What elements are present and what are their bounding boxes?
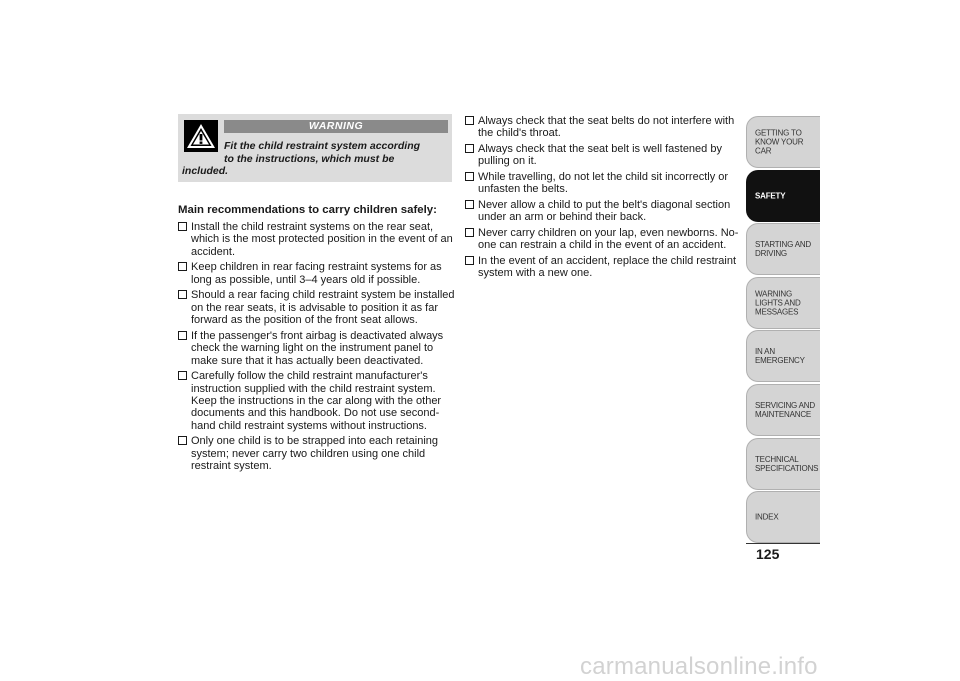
checkbox-bullet-icon xyxy=(178,331,187,340)
checkbox-bullet-icon xyxy=(465,256,474,265)
warning-header: WARNING xyxy=(224,120,448,133)
tab-warning-lights-and-messages[interactable]: WARNING LIGHTS AND MESSAGES xyxy=(746,277,820,329)
checkbox-bullet-icon xyxy=(465,144,474,153)
tab-safety[interactable]: SAFETY xyxy=(746,170,820,222)
warning-line-2: to the instructions, which must be xyxy=(224,152,395,165)
checkbox-bullet-icon xyxy=(465,172,474,181)
checkbox-bullet-icon xyxy=(178,371,187,380)
checkbox-bullet-icon xyxy=(178,222,187,231)
warning-text xyxy=(182,140,444,178)
tab-in-an-emergency[interactable]: IN AN EMERGENCY xyxy=(746,330,820,382)
tab-technical-specifications[interactable]: TECHNICAL SPECIFICATIONS xyxy=(746,438,820,490)
list-item: If the passenger's front airbag is deactivated always check the warning light on the instrument panel to make sure that it has actually been deactivated. xyxy=(178,330,456,367)
tab-getting-to-know-your-car[interactable]: GETTING TO KNOW YOUR CAR xyxy=(746,116,820,168)
tab-index[interactable]: INDEX xyxy=(746,491,820,543)
list-item: Never allow a child to put the belt's diagonal section under an arm or behind their back. xyxy=(465,199,743,224)
checkbox-bullet-icon xyxy=(178,290,187,299)
checkbox-bullet-icon xyxy=(178,262,187,271)
checkbox-bullet-icon xyxy=(465,200,474,209)
warning-line-3: included. xyxy=(182,165,229,178)
watermark-text: carmanualsonline.info xyxy=(580,653,818,680)
list-item: In the event of an accident, replace the child restraint system with a new one. xyxy=(465,255,743,280)
list-item: While travelling, do not let the child sit incorrectly or unfasten the belts. xyxy=(465,171,743,196)
list-item: Carefully follow the child restraint manufacturer's instruction supplied with the child restraint system. Keep the instructions in the car along with the other documents and this handbook. Do not use second-hand child restraint systems without instructions. xyxy=(178,370,456,432)
left-column xyxy=(178,204,456,476)
tab-servicing-and-maintenance[interactable]: SERVICING AND MAINTENANCE xyxy=(746,384,820,436)
list-item: Install the child restraint systems on the rear seat, which is the most protected position in the event of an accident. xyxy=(178,221,456,258)
warning-line-1: Fit the child restraint system according xyxy=(224,140,421,152)
right-column xyxy=(465,115,743,283)
warning-box xyxy=(178,114,452,182)
page-divider xyxy=(746,543,820,544)
section-tabs xyxy=(746,116,820,545)
list-item: Only one child is to be strapped into each retaining system; never carry two children using one child restraint system. xyxy=(178,435,456,472)
list-item: Keep children in rear facing restraint systems for as long as possible, until 3–4 years old if possible. xyxy=(178,261,456,286)
section-heading: Main recommendations to carry children safely: xyxy=(178,204,437,216)
checkbox-bullet-icon xyxy=(465,228,474,237)
list-item: Should a rear facing child restraint system be installed on the rear seats, it is advisable to position it as far forward as the position of the front seat allows. xyxy=(178,289,456,326)
right-list xyxy=(465,115,743,280)
list-item: Always check that the seat belts do not interfere with the child's throat. xyxy=(465,115,743,140)
checkbox-bullet-icon xyxy=(465,116,474,125)
page-number: 125 xyxy=(756,546,780,562)
checkbox-bullet-icon xyxy=(178,436,187,445)
list-item: Always check that the seat belt is well fastened by pulling on it. xyxy=(465,143,743,168)
list-item: Never carry children on your lap, even newborns. No-one can restrain a child in the event of an accident. xyxy=(465,227,743,252)
tab-starting-and-driving[interactable]: STARTING AND DRIVING xyxy=(746,223,820,275)
left-list xyxy=(178,221,456,473)
